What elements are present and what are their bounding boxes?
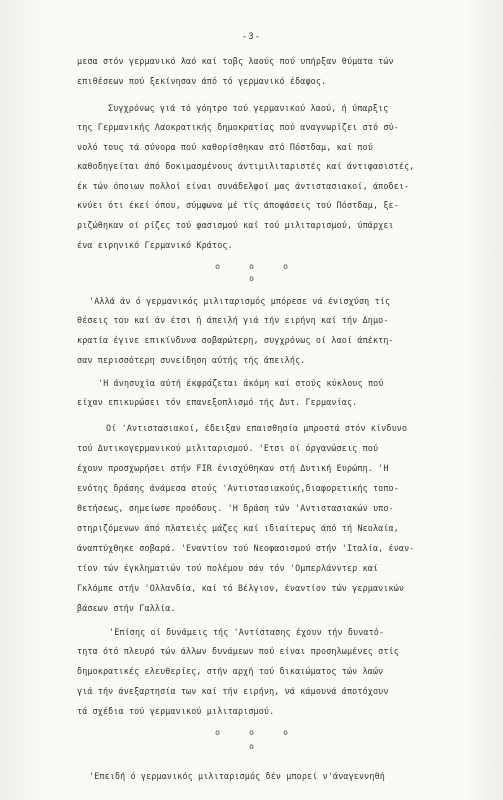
text-line: 'Η άνησυχία αύτή έκφράζεται άκόμη καί στούς κύκλους πού (98, 378, 384, 388)
text-line: έκ τών όποιων πολλοί είναι συνάδελφοί μας άντιστασιακοί, άποδει- (77, 181, 410, 191)
text-line: άναπτύχθηκε σοβαρά. 'Εναντίον τού Νεοφασισμού στήν 'Ιταλία, έναν- (77, 543, 415, 553)
separator: o o o (215, 262, 288, 271)
text-line: θέσεις του καί άν έτσι ή άπειλή γιά τήν ειρήνη καί τήν Δημο- (77, 315, 389, 325)
text-line: τού Δυτικογερμανικού μιλιταρισμού. 'Ετσι οί όργανώσεις πού (77, 443, 379, 453)
text-line: ριζώθηκαν οί ρίζες τού φασισμού καί τού μιλιταρισμού, ύπάρχει (77, 220, 394, 230)
text-line: ενότης δράσης άνάμεσα στούς 'Αντιστασιακούς,διαφορετικής τοπο- (77, 483, 399, 493)
text-line: δημοκρατικές ελευθερίες, στήν αρχή τού δικαιώματος τών λαών (77, 666, 384, 676)
text-line: της Γερμανικής Λαοκρατικής δημοκρατίας πού αναγνωρίζει στό σύ- (77, 122, 399, 132)
text-line: έχουν προσχωρήσει στήν FIR ένισχύθηκαν στή Δυτική Ευρώπη. 'Η (77, 463, 389, 473)
separator: o (249, 274, 254, 283)
text-line: σαν περισσότερη συνείδηση αύτής τής άπειλής. (77, 355, 306, 365)
separator: o (249, 742, 254, 751)
text-line: 'Αλλά άν ό γερμανικός μιλιταρισμός μπόρεσε νά ένισχύση τίς (89, 296, 391, 306)
text-line: γιά τήν άνεξαρτησία των καί τήν ειρήνη, νά κάμουνά άποτόχουν (77, 686, 389, 696)
text-line: Οί 'Αντιστασιακοί, έδειξαν επαισθησία μπροστά στόν κίνδυνο (106, 423, 408, 433)
text-line: βάσεων στήν Γαλλία. (77, 603, 176, 613)
text-line: τά σχέδια τού γερμανικού μιλιταρισμού. (77, 706, 275, 716)
text-line: θετήσεως, σημείωσε προόδους. 'Η δράση τών 'Αντιστασιακών υπο- (77, 503, 394, 513)
text-line: επιθέσεων πού ξεκίνησαν άπό τό γερμανικό έδαφος. (77, 76, 327, 86)
text-line: νολό τους τά σύνορα πού καθορίσθηκαν στό Πόστδαμ, καί πού (77, 142, 373, 152)
text-line: Γκλόμπε στήν 'Ολλανδία, καί τό Βέλγιον, έναντίον τών γερμανικών (77, 583, 405, 593)
text-line: τητα ότό πλευρό τών άλλων δυνάμεων πού είναι προσηλωμένες στίς (77, 646, 399, 656)
text-line: είχαν επικυρώσει τόν επανεξοπλισμό τής Δυτ. Γερμανίας. (77, 397, 358, 407)
separator: o o o (215, 728, 288, 737)
text-line: 'Επίσης οί δυνάμεις τής 'Αντίστασης έχουν τήν δυνατό- (109, 627, 385, 637)
text-line: Συγχρόνως γιά τό γόητρο τού γερμανικού λαού, ή ύπαρξις (108, 103, 389, 113)
text-line: τίον τών έγκληματιών τού πολέμου σάν τόν 'Ομπερλάνντερ καί (77, 563, 379, 573)
text-line: στηριζόμενων άπό πλατειές μάζες καί ιδιαίτερως άπό τή Νεολαία, (77, 523, 399, 533)
text-line: καθοδηγείται άπό δοκιμασμένους άντιμιλιταριστές καί άντιφασιστές, (77, 161, 415, 171)
page-number: -3- (241, 32, 262, 42)
text-line: ένα ειρηνικό Γερμανικό Κράτος. (77, 240, 233, 250)
text-line: κνύει ότι έκεί όπου, σύμφωνα μέ τίς άποφάσεις τού Πόστδαμ, ξε- (77, 200, 399, 210)
text-line: κρατία έγινε επικίνδυνα σοβαρώτερη, συγχρόνως οί λαοί άπέκτη- (77, 335, 394, 345)
text-line: 'Επειδή ό γερμανικός μιλιταρισμός δέν μπορεί ν'άναγεννηθή (89, 771, 385, 781)
text-line: μεσα στόν γερμανικό λαό καί τοβς λαούς πού υπήρξαν θύματα τών (77, 56, 394, 66)
